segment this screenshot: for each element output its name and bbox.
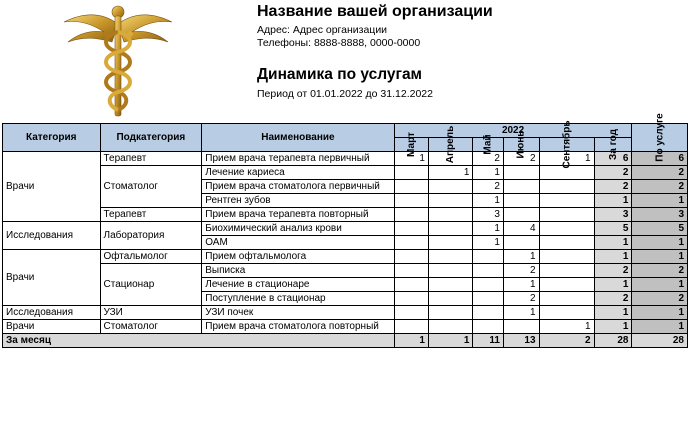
year-total-cell: 1 [594,194,632,208]
service-name-cell: УЗИ почек [202,306,394,320]
table-row [3,306,688,320]
month-value-cell [539,278,594,292]
month-value-cell: 1 [503,278,539,292]
year-total-cell: 3 [594,208,632,222]
month-value-cell [539,194,594,208]
service-name-cell: Прием врача терапевта повторный [202,208,394,222]
footer-value: 1 [428,334,472,348]
month-value-cell [503,194,539,208]
month-value-cell: 1 [473,236,504,250]
month-value-cell: 2 [503,152,539,166]
month-value-cell [473,264,504,278]
month-value-cell [473,250,504,264]
month-value-cell: 1 [473,222,504,236]
month-value-cell: 2 [503,264,539,278]
footer-value: 1 [394,334,428,348]
service-total-cell: 1 [632,320,688,334]
month-value-cell: 1 [473,166,504,180]
header-year-total: За год [594,138,632,152]
category-cell: Врачи [3,250,101,306]
month-value-cell [428,250,472,264]
month-value-cell [428,236,472,250]
service-total-cell: 2 [632,180,688,194]
report-period: Период от 01.01.2022 до 31.12.2022 [257,88,433,100]
footer-value: 2 [539,334,594,348]
month-value-cell [539,222,594,236]
month-value-cell [539,236,594,250]
month-value-cell [394,180,428,194]
service-total-cell: 2 [632,264,688,278]
month-value-cell: 1 [503,306,539,320]
month-value-cell: 1 [428,166,472,180]
month-value-cell [473,278,504,292]
service-total-cell: 5 [632,222,688,236]
footer-year-total: 28 [594,334,632,348]
header-month-sep: Сентябрь [539,138,594,152]
footer-row [3,334,688,348]
month-value-cell [428,264,472,278]
service-total-cell: 6 [632,152,688,166]
service-total-cell: 3 [632,208,688,222]
year-total-cell: 2 [594,166,632,180]
month-value-cell [503,180,539,194]
month-value-cell [428,292,472,306]
service-name-cell: Прием врача стоматолога первичный [202,180,394,194]
service-name-cell: ОАМ [202,236,394,250]
month-value-cell [394,306,428,320]
footer-label: За месяц [3,334,395,348]
service-name-cell: Выписка [202,264,394,278]
table-row [3,166,688,180]
month-value-cell: 4 [503,222,539,236]
month-value-cell: 2 [503,292,539,306]
month-value-cell: 1 [503,250,539,264]
organization-name: Название вашей организации [257,3,493,20]
month-value-cell [503,208,539,222]
year-total-cell: 2 [594,264,632,278]
header-name: Наименование [202,124,394,152]
header-service-total: По услуге [632,124,688,152]
month-value-cell [394,264,428,278]
month-value-cell [428,320,472,334]
table-row [3,222,688,236]
month-value-cell: 2 [473,152,504,166]
category-cell: Исследования [3,222,101,250]
month-value-cell [503,236,539,250]
year-total-cell: 5 [594,222,632,236]
month-value-cell [473,292,504,306]
month-value-cell [394,166,428,180]
service-name-cell: Прием офтальмолога [202,250,394,264]
year-total-cell: 2 [594,180,632,194]
category-cell: Врачи [3,320,101,334]
subcategory-cell: Офтальмолог [100,250,202,264]
month-value-cell [394,292,428,306]
service-total-cell: 2 [632,292,688,306]
header-subcategory: Подкатегория [100,124,202,152]
month-value-cell [394,194,428,208]
month-value-cell [394,208,428,222]
month-value-cell [394,222,428,236]
header-month-may: Май [473,138,504,152]
subcategory-cell: Стоматолог [100,166,202,208]
month-value-cell [539,306,594,320]
service-total-cell: 1 [632,278,688,292]
header-year: 2022 [394,124,632,138]
subcategory-cell: Стационар [100,264,202,306]
service-total-cell: 1 [632,306,688,320]
year-total-cell: 1 [594,236,632,250]
subcategory-cell: УЗИ [100,306,202,320]
service-total-cell: 1 [632,250,688,264]
service-name-cell: Лечение в стационаре [202,278,394,292]
organization-address: Адрес: Адрес организации [257,24,388,36]
footer-value: 13 [503,334,539,348]
table-row [3,208,688,222]
service-name-cell: Поступление в стационар [202,292,394,306]
service-name-cell: Прием врача стоматолога повторный [202,320,394,334]
subcategory-cell: Терапевт [100,152,202,166]
month-value-cell [473,320,504,334]
year-total-cell: 1 [594,278,632,292]
caduceus-logo-icon [62,2,174,118]
service-total-cell: 1 [632,236,688,250]
month-value-cell [394,278,428,292]
header-month-apr: Апрель [428,138,472,152]
table-row [3,320,688,334]
service-total-cell: 2 [632,166,688,180]
service-total-cell: 1 [632,194,688,208]
month-value-cell: 2 [473,180,504,194]
subcategory-cell: Стоматолог [100,320,202,334]
organization-phones: Телефоны: 8888-8888, 0000-0000 [257,37,421,49]
subcategory-cell: Терапевт [100,208,202,222]
month-value-cell [428,180,472,194]
report-title: Динамика по услугам [257,66,423,83]
header-month-mar: Март [394,138,428,152]
service-name-cell: Биохимический анализ крови [202,222,394,236]
month-value-cell: 1 [394,152,428,166]
month-value-cell [428,222,472,236]
service-name-cell: Прием врача терапевта первичный [202,152,394,166]
month-value-cell: 1 [539,320,594,334]
category-cell: Врачи [3,152,101,222]
year-total-cell: 6 [594,152,632,166]
month-value-cell [428,194,472,208]
month-value-cell: 1 [473,194,504,208]
month-value-cell [428,208,472,222]
footer-service-total: 28 [632,334,688,348]
category-cell: Исследования [3,306,101,320]
month-value-cell [503,166,539,180]
year-total-cell: 1 [594,250,632,264]
table-row [3,264,688,278]
month-value-cell [539,264,594,278]
subcategory-cell: Лаборатория [100,222,202,250]
header-category: Категория [3,124,101,152]
services-dynamics-table [2,113,688,348]
service-name-cell: Лечение кариеса [202,166,394,180]
year-total-cell: 1 [594,306,632,320]
year-total-cell: 1 [594,320,632,334]
month-value-cell [394,250,428,264]
month-value-cell [539,292,594,306]
month-value-cell [539,208,594,222]
service-name-cell: Рентген зубов [202,194,394,208]
year-total-cell: 2 [594,292,632,306]
month-value-cell [539,180,594,194]
month-value-cell [428,278,472,292]
month-value-cell [394,236,428,250]
header-month-jun: Июнь [503,138,539,152]
month-value-cell: 3 [473,208,504,222]
table-row [3,152,688,166]
footer-value: 11 [473,334,504,348]
month-value-cell: 1 [539,152,594,166]
table-row [3,250,688,264]
month-value-cell [394,320,428,334]
month-value-cell [473,306,504,320]
month-value-cell [428,306,472,320]
month-value-cell [539,250,594,264]
month-value-cell [503,320,539,334]
